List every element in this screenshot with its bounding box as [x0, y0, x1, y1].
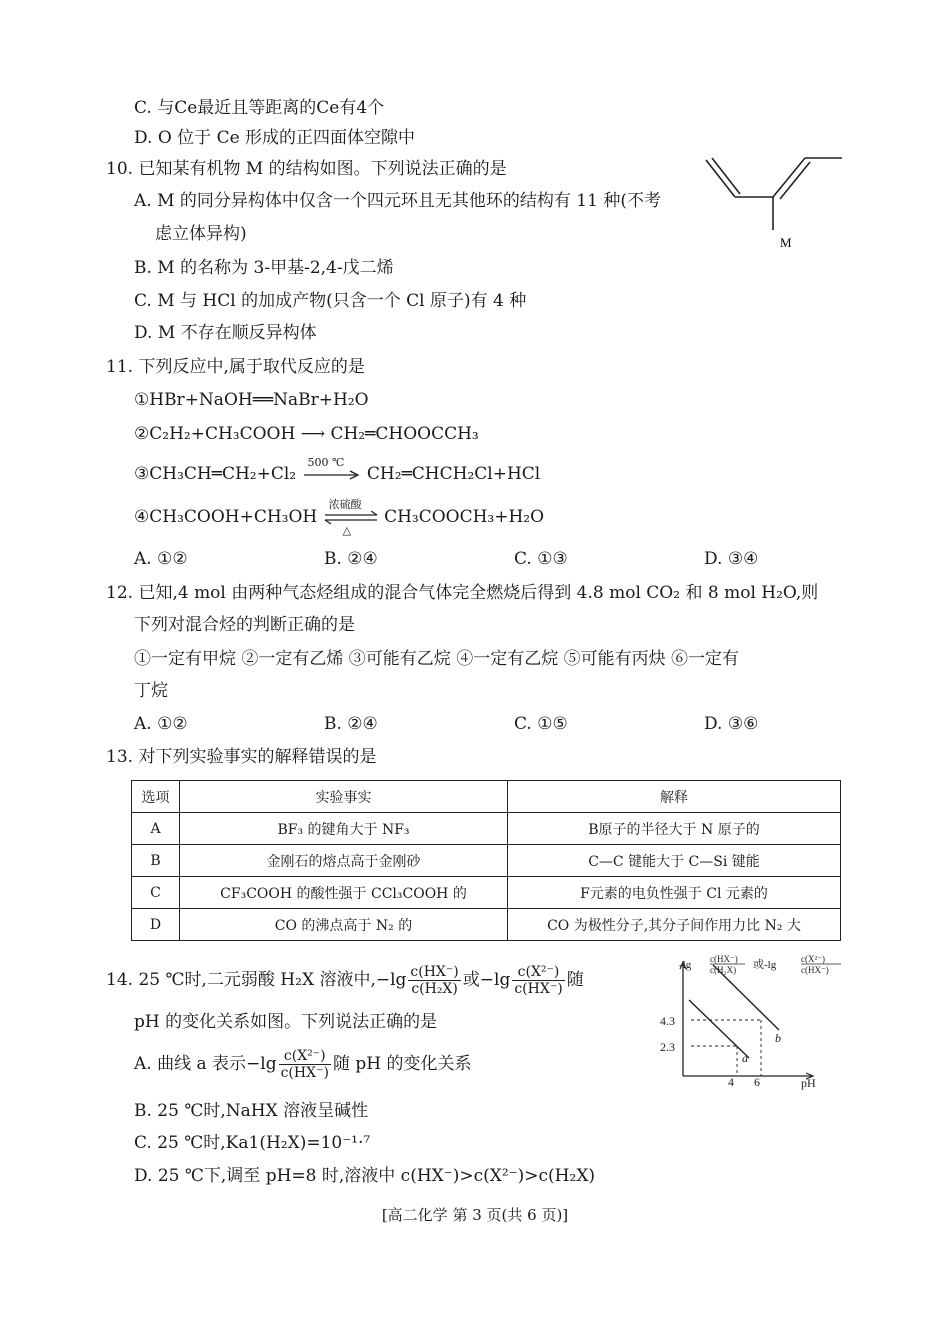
q11-reaction-4-condition-top: 浓硫酸 [328, 497, 362, 511]
table-cell: BF₃ 的键角大于 NF₃ [180, 813, 508, 845]
graph-ytick-43: 4.3 [660, 1014, 675, 1028]
q11-option-d[interactable]: D. ③④ [704, 549, 759, 569]
table-cell: C [132, 877, 180, 909]
q11-reaction-3-left: ③CH₃CH═CH₂+Cl₂ [134, 464, 297, 484]
q14-option-a-tail: 随 pH 的变化关系 [332, 1054, 472, 1074]
q14-fraction-2 [512, 964, 564, 997]
graph-ytick-23: 2.3 [660, 1040, 675, 1054]
graph-ylabel-prefix: -lg [679, 959, 692, 971]
fraction-denominator: c(HX⁻) [514, 981, 563, 997]
graph-ylabel-frac2-num: c(X²⁻) [801, 954, 825, 964]
table-header-explanation: 解释 [508, 781, 841, 813]
q11-reaction-4-condition-bottom: △ [342, 523, 352, 537]
q14-graph [655, 950, 850, 1095]
q11-reaction-4-right: CH₃COOCH₃+H₂O [384, 507, 545, 527]
table-cell: CF₃COOH 的酸性强于 CCl₃COOH 的 [180, 877, 508, 909]
q13-table [131, 780, 841, 941]
table-cell: C—C 键能大于 C—Si 键能 [508, 845, 841, 877]
q14-stem-c: 随 [566, 970, 584, 990]
q11-reaction-3-right: CH₂═CHCH₂Cl+HCl [366, 464, 541, 484]
graph-ylabel-frac2-den: c(HX⁻) [801, 965, 829, 975]
table-cell: A [132, 813, 180, 845]
molecule-m-structure [700, 150, 850, 255]
graph-curve-a-label: a [742, 1051, 748, 1065]
graph-ylabel-or: 或-lg [753, 959, 777, 971]
q11-reaction-1: ①HBr+NaOH══NaBr+H₂O [134, 390, 369, 410]
q12-items-cont: 丁烷 [134, 681, 168, 701]
table-row [132, 845, 841, 877]
q12-stem: 12. 已知,4 mol 由两种气态烃组成的混合气体完全燃烧后得到 4.8 mol CO₂ 和 8 mol H₂O,则 [106, 583, 819, 603]
fraction-numerator: c(HX⁻) [410, 964, 459, 980]
q11-options [134, 548, 894, 570]
q11-reaction-3-condition: 500 ℃ [307, 455, 345, 469]
q14-option-a-fraction [279, 1048, 331, 1081]
q13-stem: 13. 对下列实验事实的解释错误的是 [106, 747, 377, 767]
graph-curve-b-label: b [775, 1031, 781, 1045]
table-cell: B [132, 845, 180, 877]
q11-reaction-3-arrow [302, 455, 362, 486]
page-footer: [高二化学 第 3 页(共 6 页)] [381, 1206, 569, 1224]
graph-xtick-6: 6 [754, 1075, 760, 1089]
q11-reaction-3 [134, 455, 541, 486]
table-row [132, 877, 841, 909]
fraction-numerator: c(X²⁻) [512, 964, 564, 981]
q12-options [134, 713, 894, 735]
q12-option-b[interactable]: B. ②④ [324, 714, 378, 734]
table-header-fact: 实验事实 [180, 781, 508, 813]
q12-stem-cont: 下列对混合烃的判断正确的是 [134, 615, 355, 635]
table-row [132, 909, 841, 941]
q11-stem: 11. 下列反应中,属于取代反应的是 [106, 357, 365, 377]
q14-option-b: B. 25 ℃时,NaHX 溶液呈碱性 [134, 1101, 369, 1121]
q14-option-a [134, 1042, 471, 1086]
molecule-m-label: M [780, 235, 792, 250]
q14-option-a-text: A. 曲线 a 表示−lg [134, 1054, 277, 1074]
q11-option-a[interactable]: A. ①② [134, 549, 188, 569]
table-cell: B原子的半径大于 N 原子的 [508, 813, 841, 845]
q10-option-c: C. M 与 HCl 的加成产物(只含一个 Cl 原子)有 4 种 [134, 291, 527, 311]
table-cell: F元素的电负性强于 Cl 元素的 [508, 877, 841, 909]
table-header-row [132, 781, 841, 813]
q14-stem-a: 14. 25 ℃时,二元弱酸 H₂X 溶液中,−lg [106, 970, 407, 990]
table-cell: CO 的沸点高于 N₂ 的 [180, 909, 508, 941]
q14-stem-cont: pH 的变化关系如图。下列说法正确的是 [134, 1012, 438, 1032]
q12-option-c[interactable]: C. ①⑤ [514, 714, 568, 734]
q9-option-d: D. O 位于 Ce 形成的正四面体空隙中 [134, 128, 416, 148]
graph-xlabel: pH [801, 1076, 816, 1090]
graph-xtick-4: 4 [728, 1075, 734, 1089]
table-header-option: 选项 [132, 781, 180, 813]
arrow-icon [302, 470, 362, 480]
q11-option-b[interactable]: B. ②④ [324, 549, 378, 569]
q14-option-c: C. 25 ℃时,Ka1(H₂X)=10⁻¹·⁷ [134, 1133, 371, 1153]
graph-curve-a [689, 1000, 749, 1058]
q12-items: ①一定有甲烷 ②一定有乙烯 ③可能有乙烷 ④一定有乙烷 ⑤可能有丙炔 ⑥一定有 [134, 649, 740, 669]
q14-stem [106, 958, 584, 1002]
table-cell: D [132, 909, 180, 941]
fraction-denominator: c(HX⁻) [280, 1065, 329, 1081]
q10-option-a: A. M 的同分异构体中仅含一个四元环且无其他环的结构有 11 种(不考 [134, 191, 661, 211]
q10-option-a-cont: 虑立体异构) [155, 224, 247, 244]
fraction-numerator: c(X²⁻) [279, 1048, 331, 1065]
q14-option-d: D. 25 ℃下,调至 pH=8 时,溶液中 c(HX⁻)>c(X²⁻)>c(H₂X) [134, 1166, 596, 1186]
graph-ylabel-frac1-den: c(H₂X) [710, 965, 737, 975]
q12-option-a[interactable]: A. ①② [134, 714, 188, 734]
q11-reaction-4-left: ④CH₃COOH+CH₃OH [134, 507, 318, 527]
table-cell: 金刚石的熔点高于金刚砂 [180, 845, 508, 877]
q14-stem-b: 或−lg [462, 970, 511, 990]
q11-reaction-4 [134, 497, 545, 537]
table-row [132, 813, 841, 845]
q11-reaction-2: ②C₂H₂+CH₃COOH ⟶ CH₂═CHOOCCH₃ [134, 424, 479, 444]
q9-option-c: C. 与Ce最近且等距离的Ce有4个 [134, 98, 385, 118]
q11-reaction-4-arrow [323, 497, 379, 537]
q12-option-d[interactable]: D. ③⑥ [704, 714, 759, 734]
q10-stem: 10. 已知某有机物 M 的结构如图。下列说法正确的是 [106, 159, 507, 179]
fraction-denominator: c(H₂X) [411, 981, 458, 997]
q10-option-b: B. M 的名称为 3-甲基-2,4-戊二烯 [134, 258, 394, 278]
q14-fraction-1 [408, 964, 460, 997]
q11-option-c[interactable]: C. ①③ [514, 549, 568, 569]
table-cell: CO 为极性分子,其分子间作用力比 N₂ 大 [508, 909, 841, 941]
graph-ylabel-frac1-num: c(HX⁻) [710, 954, 738, 964]
q10-option-d: D. M 不存在顺反异构体 [134, 323, 317, 343]
